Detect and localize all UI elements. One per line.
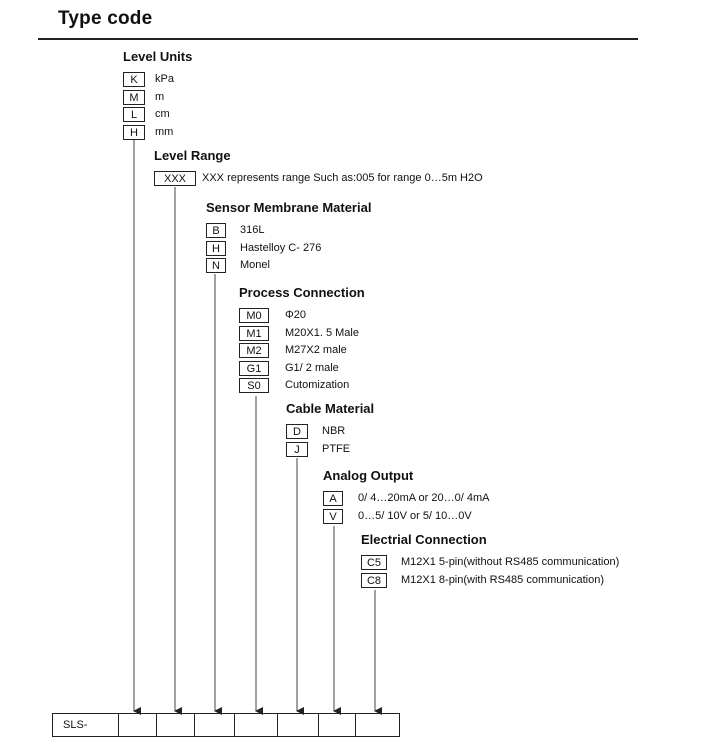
code-cell-membrane	[194, 713, 235, 737]
code-cell-electrial-connection	[355, 713, 400, 737]
option-desc: Φ20	[285, 309, 307, 321]
option-code: M1	[239, 326, 269, 341]
option-code: C5	[361, 555, 387, 570]
option-desc: M12X1 8-pin(with RS485 communication)	[401, 573, 604, 586]
code-cell-analog-output	[318, 713, 356, 737]
type-code-row	[52, 713, 400, 737]
option-code: L	[123, 107, 145, 122]
option-desc: mm	[155, 125, 174, 138]
option-code: XXX	[154, 171, 196, 186]
code-cell-level-units	[118, 713, 157, 737]
option-desc: M20X1. 5 Male	[285, 326, 359, 339]
group-title: Process Connection	[239, 285, 365, 300]
option-code: A	[323, 491, 343, 506]
option-code: G1	[239, 361, 269, 376]
option-desc: Hastelloy C- 276	[240, 241, 322, 254]
option-desc: kPa	[155, 73, 174, 85]
group-title: Sensor Membrane Material	[206, 200, 372, 215]
group-title: Electrial Connection	[361, 532, 487, 547]
option-desc: 0/ 4…20mA or 20…0/ 4mA	[358, 492, 490, 504]
option-desc: NBR	[322, 425, 346, 437]
option-code: H	[123, 125, 145, 140]
group-title: Level Range	[154, 148, 231, 163]
option-desc: XXX represents range Such as:005 for range 0…5m H2O	[202, 172, 483, 184]
option-desc: Cutomization	[285, 379, 350, 391]
option-code: B	[206, 223, 226, 238]
code-cell-level-range	[156, 713, 195, 737]
code-cell-process-connection	[234, 713, 278, 737]
group-title: Analog Output	[323, 468, 414, 483]
option-desc: m	[155, 90, 165, 103]
option-desc: PTFE	[322, 442, 351, 455]
group-title: Level Units	[123, 49, 193, 64]
option-code: M	[123, 90, 145, 105]
option-desc: cm	[155, 108, 170, 120]
option-desc: M12X1 5-pin(without RS485 communication)	[401, 556, 620, 568]
option-code: D	[286, 424, 308, 439]
option-code: S0	[239, 378, 269, 393]
option-desc: 0…5/ 10V or 5/ 10…0V	[358, 509, 472, 522]
option-code: K	[123, 72, 145, 87]
code-cell-cable-material	[277, 713, 319, 737]
option-code: J	[286, 442, 308, 457]
group-title: Cable Material	[286, 401, 375, 416]
code-prefix-cell: SLS-	[52, 713, 119, 737]
option-code: C8	[361, 573, 387, 588]
page-title: Type code	[58, 8, 153, 29]
option-desc: 316L	[240, 224, 265, 236]
option-code: V	[323, 509, 343, 524]
option-desc: G1/ 2 male	[285, 361, 339, 374]
option-code: M0	[239, 308, 269, 323]
option-code: H	[206, 241, 226, 256]
option-code: M2	[239, 343, 269, 358]
option-desc: Monel	[240, 259, 270, 271]
option-desc: M27X2 male	[285, 344, 347, 356]
option-code: N	[206, 258, 226, 273]
